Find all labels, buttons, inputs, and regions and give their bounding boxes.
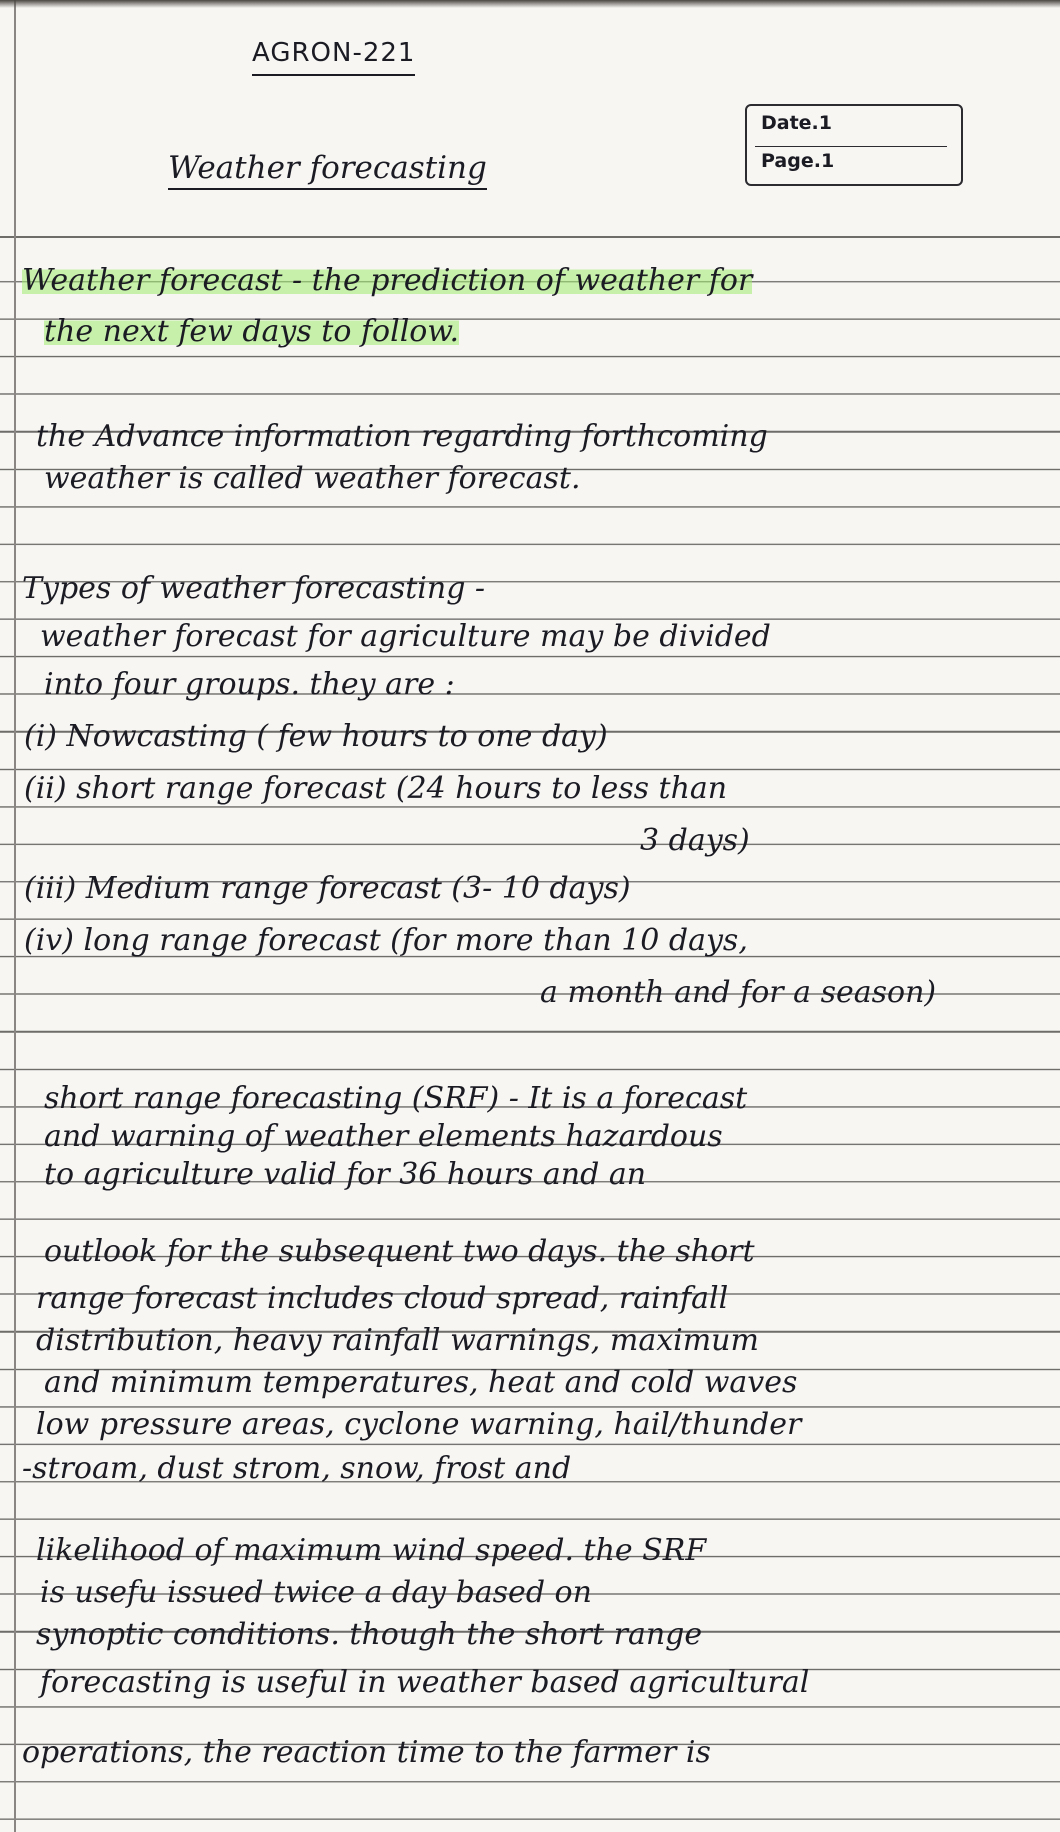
date-label: Date.1: [761, 112, 832, 134]
text-line: the Advance information regarding forthcoming: [36, 419, 768, 454]
text-line: is usefu issued twice a day based on: [40, 1575, 592, 1610]
course-code: AGRON-221: [252, 38, 415, 76]
highlight: the next few days to follow.: [44, 314, 460, 349]
text-line: weather is called weather forecast.: [44, 461, 581, 496]
text-line: short range forecasting (SRF) - It is a forecast: [44, 1081, 748, 1116]
list-item: (iv) long range forecast (for more than 10 days,: [24, 923, 748, 958]
margin-line: [14, 0, 16, 1832]
text-line: forecasting is useful in weather based agricultural: [40, 1665, 810, 1700]
text-line: range forecast includes cloud spread, rainfall: [36, 1281, 729, 1316]
text-line: outlook for the subsequent two days. the short: [44, 1234, 755, 1269]
highlight: Weather forecast - the prediction of weather for: [22, 263, 753, 298]
text-line: low pressure areas, cyclone warning, hail/thunder: [36, 1407, 802, 1442]
date-box-rule: [755, 146, 947, 147]
list-item: (i) Nowcasting ( few hours to one day): [24, 719, 608, 754]
page-title: Weather forecasting: [168, 150, 487, 190]
text-line: synoptic conditions. though the short range: [36, 1617, 703, 1652]
text-line: and minimum temperatures, heat and cold waves: [44, 1365, 798, 1400]
text-line: -stroam, dust strom, snow, frost and: [22, 1451, 572, 1486]
text-line: operations, the reaction time to the farmer is: [22, 1735, 711, 1770]
page-edge-shadow: [0, 0, 1060, 8]
text-line: and warning of weather elements hazardous: [44, 1119, 723, 1154]
text-line: likelihood of maximum wind speed. the SRF: [36, 1533, 707, 1568]
text-line: weather forecast for agriculture may be divided: [40, 619, 771, 654]
date-page-box: [745, 104, 963, 186]
list-item-continuation: 3 days): [640, 823, 750, 858]
list-item-continuation: a month and for a season): [540, 975, 937, 1010]
list-item: (ii) short range forecast (24 hours to less than: [24, 771, 728, 806]
page-label: Page.1: [761, 150, 835, 172]
header-rule: [0, 236, 1060, 238]
text-line: [22, 262, 752, 300]
text-line: into four groups. they are :: [44, 667, 455, 702]
text-line: [44, 313, 459, 351]
text-line: to agriculture valid for 36 hours and an: [44, 1157, 647, 1192]
text-line: distribution, heavy rainfall warnings, maximum: [36, 1323, 759, 1358]
list-item: (iii) Medium range forecast (3- 10 days): [24, 871, 631, 906]
section-heading: Types of weather forecasting -: [22, 571, 486, 606]
